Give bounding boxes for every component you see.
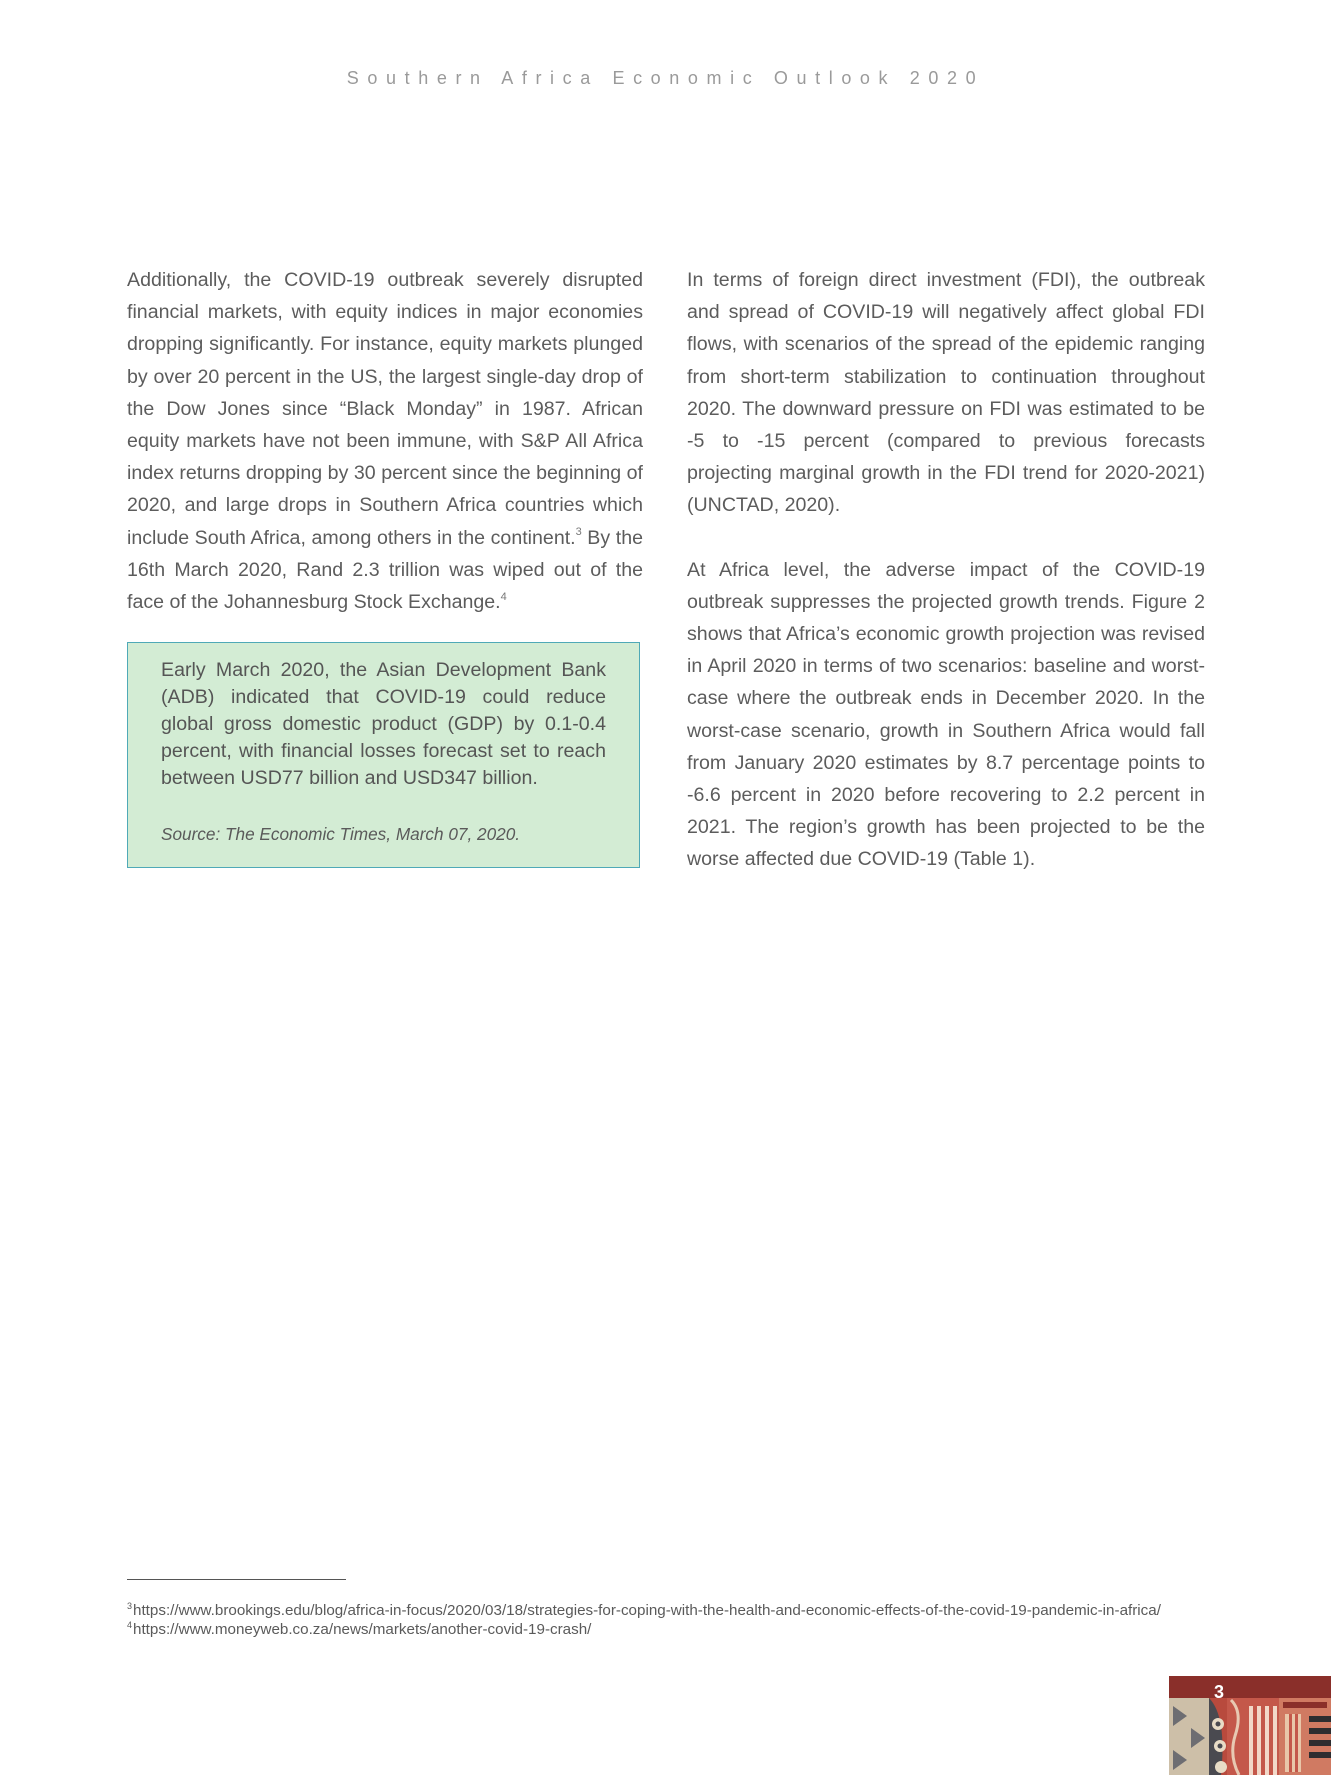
- left-column: [127, 264, 643, 618]
- footnote-ref-4[interactable]: 4: [500, 590, 507, 603]
- footnote-link[interactable]: https://www.brookings.edu/blog/africa-in-focus/2020/03/18/strategies-for-coping-with-the-health-and-economic-effects-of-the-covid-19-pandemic-in-africa/: [133, 1602, 1161, 1619]
- left-paragraph-text: Additionally, the COVID-19 outbreak severely disrupted financial markets, with equity indices in major economies dropping significantly. For instance, equity markets plunged by over 20 percent in the US, the largest single-day drop of the Dow Jones since “Black Monday” in 1987. African equity markets have not been immune, with S&P All Africa index returns dropping by 30 percent since the beginning of 2020, and large drops in Southern Africa countries which include South Africa, among others in the continent.: [127, 269, 643, 549]
- right-paragraph-africa: At Africa level, the adverse impact of the COVID-19 outbreak suppresses the projected growth trends. Figure 2 shows that Africa’s economic growth projection was revised in April 2020 in terms of two scenarios: baseline and worst-case where the outbreak ends in December 2020. In the worst-case scenario, growth in Southern Africa would fall from January 2020 estimates by 8.7 percentage points to -6.6 percent in 2020 before recovering to 2.2 percent in 2021. The region’s growth has been projected to be the worse affected due COVID-19 (Table 1).: [687, 558, 1205, 871]
- footnote-divider: [127, 1579, 346, 1580]
- page-number: 3: [1213, 1682, 1224, 1702]
- footnote-ref-3[interactable]: 3: [575, 526, 582, 539]
- footnotes: [127, 1601, 1217, 1639]
- right-paragraph-fdi: In terms of foreign direct investment (FDI), the outbreak and spread of COVID-19 will negatively affect global FDI flows, with scenarios of the spread of the epidemic ranging from short-term stabilization to continuation throughout 2020. The downward pressure on FDI was estimated to be -5 to -15 percent (compared to previous forecasts projecting marginal growth in the FDI trend for 2020-2021) (UNCTAD, 2020).: [687, 269, 1205, 517]
- callout-box: [127, 642, 640, 868]
- footnote-number: 4: [127, 1619, 133, 1630]
- left-paragraph-tail: By the 16th March 2020, Rand 2.3 trillion was wiped out of the face of the Johannesburg Stock Exchange.: [127, 526, 643, 614]
- corner-pattern-decoration: [1169, 1676, 1331, 1775]
- left-paragraph: [127, 264, 643, 618]
- footnote-3: [127, 1601, 1217, 1620]
- footnote-number: 3: [127, 1600, 133, 1611]
- footnote-4: [127, 1620, 1217, 1639]
- right-column: [687, 264, 1205, 876]
- callout-source: Source: The Economic Times, March 07, 2020.: [161, 824, 521, 844]
- callout-text: Early March 2020, the Asian Development Bank (ADB) indicated that COVID-19 could reduce global gross domestic product (GDP) by 0.1-0.4 percent, with financial losses forecast set to reach between USD77 billion and USD347 billion.: [161, 659, 606, 789]
- running-header: Southern Africa Economic Outlook 2020: [346, 68, 985, 88]
- footnote-link[interactable]: https://www.moneyweb.co.za/news/markets/another-covid-19-crash/: [133, 1621, 592, 1638]
